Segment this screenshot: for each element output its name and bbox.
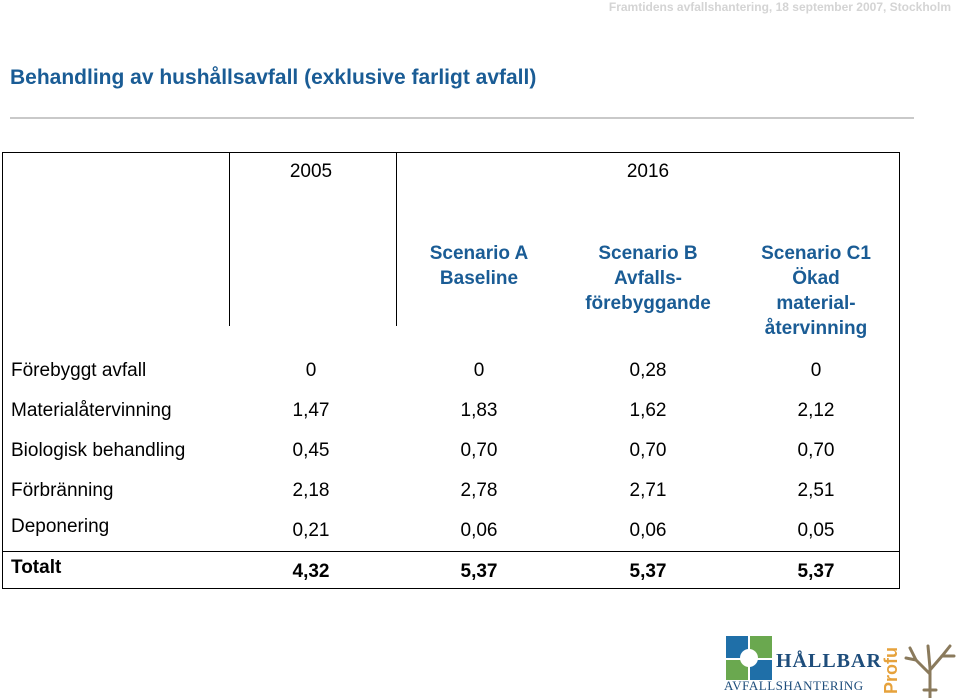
row-label: Deponering bbox=[11, 516, 110, 537]
table-divider-horizontal bbox=[3, 551, 899, 552]
row-label: Förbränning bbox=[11, 480, 114, 501]
scenario-c1-header bbox=[761, 241, 871, 341]
page-title: Behandling av hushållsavfall (exklusive farligt avfall) bbox=[10, 66, 537, 89]
cell-value: 0 bbox=[305, 360, 317, 381]
cell-value-total: 5,37 bbox=[797, 561, 835, 582]
scenario-b-line3: förebyggande bbox=[585, 293, 711, 314]
cell-value: 0,06 bbox=[460, 520, 498, 541]
cell-value: 0,05 bbox=[797, 520, 835, 541]
title-divider bbox=[10, 117, 914, 119]
scenario-a-line2: Baseline bbox=[439, 268, 519, 289]
scenario-b-line2: Avfalls- bbox=[614, 268, 682, 289]
row-label-total: Totalt bbox=[11, 557, 62, 578]
scenario-b-line1: Scenario B bbox=[598, 243, 698, 264]
cell-value: 0 bbox=[473, 360, 485, 381]
cell-value-total: 5,37 bbox=[629, 561, 667, 582]
cell-value-total: 5,37 bbox=[460, 561, 498, 582]
cell-value: 0,06 bbox=[629, 520, 667, 541]
cell-value: 0,28 bbox=[629, 360, 667, 381]
cell-value: 0,70 bbox=[629, 440, 667, 461]
cell-value: 0,21 bbox=[292, 520, 330, 541]
cell-value: 2,51 bbox=[797, 480, 835, 501]
scenario-c1-line4: återvinning bbox=[764, 318, 868, 339]
cell-value: 2,71 bbox=[629, 480, 667, 501]
row-label: Biologisk behandling bbox=[11, 440, 186, 461]
cell-value: 0,45 bbox=[292, 440, 330, 461]
hallbar-logo bbox=[724, 634, 882, 700]
hallbar-logo-subtext: AVFALLSHANTERING bbox=[724, 678, 864, 693]
cell-value: 0,70 bbox=[460, 440, 498, 461]
cell-value: 1,47 bbox=[292, 400, 330, 421]
cell-value: 2,18 bbox=[292, 480, 330, 501]
cell-value: 1,62 bbox=[629, 400, 667, 421]
row-label: Materialåtervinning bbox=[11, 400, 172, 421]
hallbar-logo-text: HÅLLBAR bbox=[776, 650, 882, 672]
table-divider-vertical bbox=[229, 153, 230, 326]
row-label: Förebyggt avfall bbox=[11, 360, 147, 381]
cell-value-total: 4,32 bbox=[292, 561, 330, 582]
table-divider-vertical bbox=[396, 153, 397, 326]
hallbar-emblem-icon bbox=[724, 634, 774, 682]
cell-value: 2,78 bbox=[460, 480, 498, 501]
scenario-c1-line1: Scenario C1 bbox=[761, 243, 871, 264]
data-table bbox=[2, 152, 900, 589]
year-2005: 2005 bbox=[289, 161, 333, 182]
cell-value: 2,12 bbox=[797, 400, 835, 421]
scenario-b-header bbox=[585, 241, 711, 316]
cell-value: 1,83 bbox=[460, 400, 498, 421]
profu-logo-text: Profu bbox=[881, 647, 901, 694]
scenario-a-line1: Scenario A bbox=[429, 243, 529, 264]
scenario-a-header bbox=[430, 241, 529, 291]
scenario-c1-line2: Ökad bbox=[792, 268, 840, 289]
year-2016: 2016 bbox=[626, 161, 670, 182]
tree-icon bbox=[902, 638, 958, 698]
profu-logo bbox=[878, 638, 960, 700]
header-note: Framtidens avfallshantering, 18 september 2007, Stockholm bbox=[608, 0, 951, 14]
cell-value: 0 bbox=[810, 360, 822, 381]
scenario-c1-line3: material- bbox=[776, 293, 856, 314]
cell-value: 0,70 bbox=[797, 440, 835, 461]
